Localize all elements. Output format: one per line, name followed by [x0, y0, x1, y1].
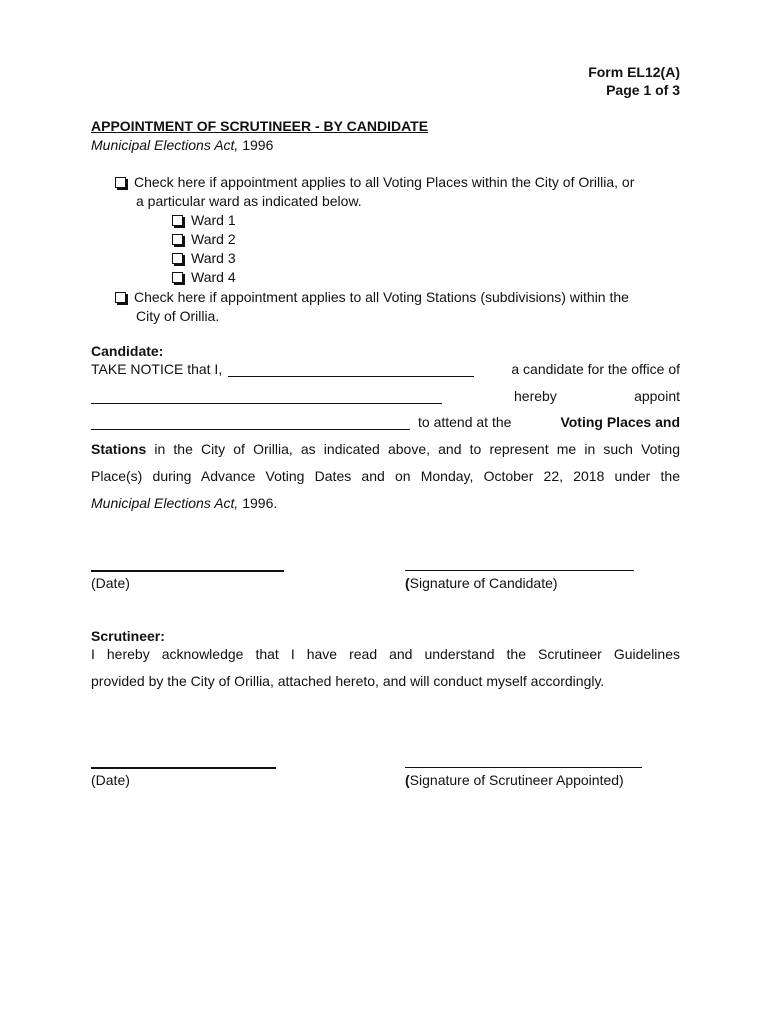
- checkbox-all-stations-row: [115, 288, 629, 307]
- date-label-candidate: (Date): [91, 575, 130, 591]
- to-attend-text: to attend at the: [418, 414, 512, 430]
- checkbox-all-places[interactable]: [115, 177, 126, 188]
- act-year: 1996: [238, 137, 274, 153]
- form-id: Form EL12(A): [588, 64, 680, 80]
- candidate-heading: Candidate:: [91, 343, 164, 359]
- act-line: [91, 495, 680, 512]
- scrutineer-ack-line-1: I hereby acknowledge that I have read and understand the Scrutineer Guidelines: [91, 646, 680, 662]
- signature-line-candidate[interactable]: [405, 570, 634, 571]
- office-field[interactable]: [91, 389, 442, 404]
- signature-label-text-2: Signature of Scrutineer Appointed): [409, 772, 624, 788]
- document-title: APPOINTMENT OF SCRUTINEER - BY CANDIDATE: [91, 118, 429, 134]
- act-line-year: 1996.: [238, 495, 278, 511]
- checkbox-ward-2[interactable]: [172, 234, 183, 245]
- voting-places-text: Voting Places and: [560, 414, 680, 430]
- page-number: Page 1 of 3: [606, 82, 680, 98]
- candidate-notice-line: [91, 361, 680, 378]
- checkbox-all-places-row: [115, 173, 634, 192]
- notice-suffix: a candidate for the office of: [511, 361, 680, 377]
- stations-word: Stations: [91, 441, 147, 457]
- checkbox-ward-2-row: [172, 230, 236, 249]
- stations-line: [91, 441, 680, 458]
- scrutineer-name-line: [91, 414, 680, 431]
- notice-prefix: TAKE NOTICE that I,: [91, 361, 223, 377]
- date-line-candidate[interactable]: [91, 570, 284, 572]
- date-label-scrutineer: (Date): [91, 772, 130, 788]
- act-line-name: Municipal Elections Act,: [91, 495, 239, 511]
- ward-2-label: Ward 2: [191, 231, 236, 247]
- stations-line-text: in the City of Orillia, as indicated above, and to represent me in such Voting: [154, 441, 680, 457]
- act-name: Municipal Elections Act,: [91, 137, 239, 153]
- voting-dates-line: Place(s) during Advance Voting Dates and on Monday, October 22, 2018 under the: [91, 468, 680, 484]
- checkbox-ward-4-row: [172, 268, 236, 287]
- scrutineer-ack-line-2: provided by the City of Orillia, attached hereto, and will conduct myself accordingly.: [91, 673, 605, 689]
- signature-label-candidate: [405, 575, 558, 591]
- hereby-word: hereby: [514, 388, 557, 404]
- checkbox-all-stations-label-cont: City of Orillia.: [136, 308, 220, 324]
- scrutineer-heading: Scrutineer:: [91, 628, 165, 644]
- signature-label-paren-2: (: [405, 772, 410, 788]
- act-reference: [91, 137, 273, 153]
- checkbox-all-places-label: Check here if appointment applies to all Voting Places within the City of Orillia, or: [134, 174, 635, 190]
- candidate-name-field[interactable]: [228, 362, 474, 377]
- checkbox-ward-4[interactable]: [172, 272, 183, 283]
- signature-label-scrutineer: [405, 772, 624, 788]
- appoint-word: appoint: [634, 388, 680, 404]
- ward-3-label: Ward 3: [191, 250, 236, 266]
- checkbox-ward-1[interactable]: [172, 215, 183, 226]
- ward-1-label: Ward 1: [191, 212, 236, 228]
- checkbox-all-places-label-cont: a particular ward as indicated below.: [136, 193, 362, 209]
- checkbox-all-stations-label: Check here if appointment applies to all Voting Stations (subdivisions) within the: [134, 289, 629, 305]
- signature-line-scrutineer[interactable]: [405, 767, 642, 768]
- ward-4-label: Ward 4: [191, 269, 236, 285]
- signature-label-paren: (: [405, 575, 410, 591]
- office-line: [91, 388, 680, 405]
- date-line-scrutineer[interactable]: [91, 767, 276, 769]
- checkbox-ward-1-row: [172, 211, 236, 230]
- signature-label-text: Signature of Candidate): [409, 575, 558, 591]
- checkbox-ward-3[interactable]: [172, 253, 183, 264]
- scrutineer-name-field[interactable]: [91, 415, 410, 430]
- checkbox-all-stations[interactable]: [115, 292, 126, 303]
- checkbox-ward-3-row: [172, 249, 236, 268]
